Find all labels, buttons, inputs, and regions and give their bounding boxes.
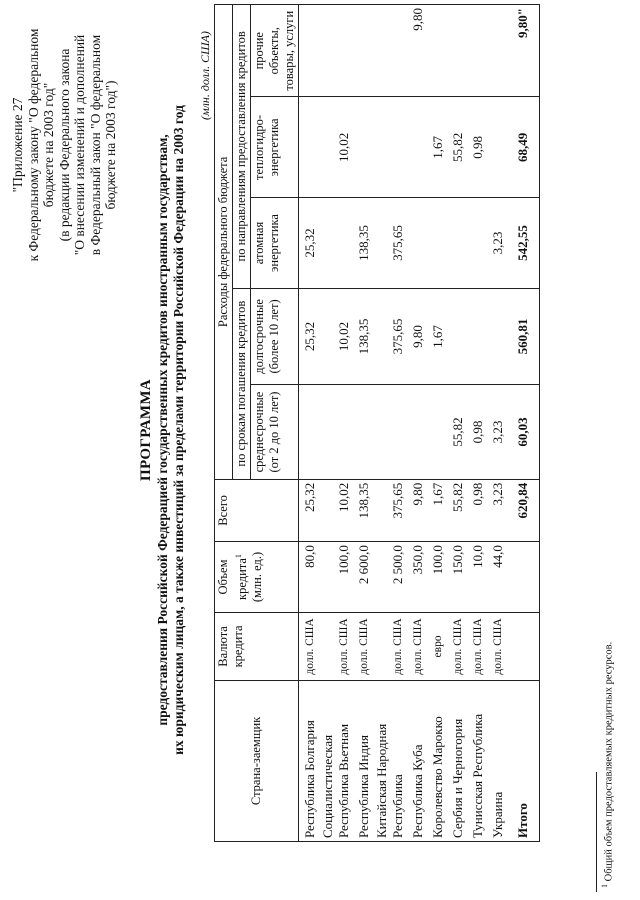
cell-long: 1,67	[427, 288, 447, 385]
cell-long: 25,32	[299, 288, 320, 385]
cell-thermal	[373, 97, 407, 198]
cell-total: 55,82	[447, 479, 467, 541]
cell-medium	[427, 385, 447, 480]
cell-other	[299, 5, 320, 97]
appendix-line: "Приложение 27	[10, 97, 25, 193]
cell-nuclear: 375,65	[373, 198, 407, 288]
cell-country: Республика Куба	[407, 680, 427, 841]
table-row	[407, 5, 427, 842]
cell-medium: 3,23	[487, 385, 507, 480]
header-total: Всего	[215, 479, 299, 541]
cell-nuclear: 3,23	[487, 198, 507, 288]
cell-country: Китайская Народная Республика	[373, 680, 407, 841]
table-row	[467, 5, 487, 842]
cell-medium	[407, 385, 427, 480]
total-cell-label: Итого	[507, 680, 540, 841]
cell-long: 375,65	[373, 288, 407, 385]
total-row	[507, 5, 540, 842]
total-cell-long: 560,81	[507, 288, 540, 385]
cell-volume: 350,0	[407, 542, 427, 613]
appendix-line: (в редакции Федерального закона	[56, 48, 72, 242]
title-line-1: предоставления Российской Федерацией государственных кредитов иностранным государствам,	[155, 134, 170, 726]
cell-country: Сербия и Черногория	[447, 680, 467, 841]
cell-other: 9,80	[407, 5, 427, 97]
table-row	[319, 5, 353, 842]
cell-volume: 44,0	[487, 542, 507, 613]
cell-medium: 0,98	[467, 385, 487, 480]
cell-medium: 55,82	[447, 385, 467, 480]
cell-nuclear: 138,35	[353, 198, 373, 288]
cell-thermal: 10,02	[319, 97, 353, 198]
header-nuclear: атомная энергетика	[251, 198, 299, 288]
cell-currency: долл. США	[299, 612, 320, 680]
title-main: ПРОГРАММА	[138, 379, 154, 481]
header-volume-units: (млн. ед.)	[250, 551, 265, 603]
header-by-terms: по срокам погашения кредитов	[233, 288, 251, 479]
cell-other	[319, 5, 353, 97]
cell-currency: долл. США	[467, 612, 487, 680]
cell-nuclear	[407, 198, 427, 288]
cell-nuclear	[427, 198, 447, 288]
table-row	[447, 5, 467, 842]
cell-other	[447, 5, 467, 97]
cell-volume: 100,0	[427, 542, 447, 613]
footnote-number: 1	[600, 884, 609, 888]
cell-total: 0,98	[467, 479, 487, 541]
cell-medium	[319, 385, 353, 480]
header-volume	[215, 542, 299, 613]
cell-thermal: 1,67	[427, 97, 447, 198]
cell-total: 9,80	[407, 479, 427, 541]
cell-currency: долл. США	[447, 612, 467, 680]
header-long-term: долгосрочные (более 10 лет)	[251, 288, 299, 385]
cell-thermal	[407, 97, 427, 198]
cell-country: Королевство Марокко	[427, 680, 447, 841]
cell-total: 375,65	[373, 479, 407, 541]
appendix-line: к Федеральному закону "О федеральном	[25, 28, 41, 262]
cell-thermal: 55,82	[447, 97, 467, 198]
cell-volume: 2 600,0	[353, 542, 373, 613]
cell-medium	[353, 385, 373, 480]
cell-nuclear	[319, 198, 353, 288]
total-cell-empty	[507, 542, 540, 613]
table-row	[487, 5, 507, 842]
footnote-divider	[596, 772, 597, 892]
header-budget-expenses: Расходы федерального бюджета	[215, 5, 233, 480]
cell-medium	[373, 385, 407, 480]
table-row	[299, 5, 320, 842]
units-label: (млн. долл. США)	[198, 31, 212, 120]
header-other: прочие объекты, товары, услуги	[251, 5, 299, 97]
total-cell-empty	[507, 612, 540, 680]
total-cell-total: 620,84	[507, 479, 540, 541]
cell-thermal	[353, 97, 373, 198]
cell-other	[373, 5, 407, 97]
cell-currency: евро	[427, 612, 447, 680]
total-cell-nuclear: 542,55	[507, 198, 540, 288]
cell-currency: долл. США	[353, 612, 373, 680]
cell-country: Социалистическая Республика Вьетнам	[319, 680, 353, 841]
cell-long: 138,35	[353, 288, 373, 385]
cell-nuclear	[447, 198, 467, 288]
cell-thermal: 0,98	[467, 97, 487, 198]
program-table	[214, 4, 540, 842]
cell-country: Республика Болгария	[299, 680, 320, 841]
header-currency: Валюта кредита	[215, 612, 299, 680]
program-title	[138, 50, 186, 810]
cell-volume: 10,0	[467, 542, 487, 613]
cell-other	[467, 5, 487, 97]
cell-currency: долл. США	[319, 612, 353, 680]
cell-volume: 100,0	[319, 542, 353, 613]
cell-volume: 150,0	[447, 542, 467, 613]
cell-thermal	[487, 97, 507, 198]
footnote-text: Общий объем предоставляемых кредитных ресурсов.	[603, 641, 615, 882]
cell-total: 25,32	[299, 479, 320, 541]
cell-thermal	[299, 97, 320, 198]
cell-nuclear	[467, 198, 487, 288]
table-row	[353, 5, 373, 842]
cell-currency: долл. США	[373, 612, 407, 680]
header-by-directions: по направлениям предоставления кредитов	[233, 5, 251, 289]
total-cell-medium: 60,03	[507, 385, 540, 480]
header-country: Страна-заемщик	[215, 680, 299, 841]
total-cell-other: 9,80"	[507, 5, 540, 97]
total-cell-thermal: 68,49	[507, 97, 540, 198]
cell-total: 1,67	[427, 479, 447, 541]
footnote-mark: 1	[234, 554, 243, 559]
appendix-line: в Федеральный закон "О федеральном	[87, 34, 103, 256]
table-row	[427, 5, 447, 842]
cell-long	[467, 288, 487, 385]
footnote	[600, 642, 615, 888]
cell-total: 3,23	[487, 479, 507, 541]
appendix-line: бюджете на 2003 год")	[103, 80, 118, 210]
cell-nuclear: 25,32	[299, 198, 320, 288]
cell-country: Тунисская Республика	[467, 680, 487, 841]
cell-currency: долл. США	[407, 612, 427, 680]
appendix-line: "О внесении изменений и дополнений	[72, 34, 87, 256]
cell-other	[487, 5, 507, 97]
cell-country: Республика Индия	[353, 680, 373, 841]
header-volume-label: Объем кредита	[216, 558, 250, 600]
table-row	[373, 5, 407, 842]
table-body	[299, 5, 540, 842]
cell-volume: 80,0	[299, 542, 320, 613]
appendix-header	[10, 10, 119, 280]
cell-medium	[299, 385, 320, 480]
cell-country: Украина	[487, 680, 507, 841]
cell-long: 9,80	[407, 288, 427, 385]
cell-currency: долл. США	[487, 612, 507, 680]
header-thermal-hydro: теплогидро-энергетика	[251, 97, 299, 198]
cell-long	[487, 288, 507, 385]
cell-total: 138,35	[353, 479, 373, 541]
cell-total: 10,02	[319, 479, 353, 541]
cell-other	[353, 5, 373, 97]
cell-other	[427, 5, 447, 97]
cell-long	[447, 288, 467, 385]
cell-volume: 2 500,0	[373, 542, 407, 613]
header-medium-term: среднесрочные (от 2 до 10 лет)	[251, 385, 299, 480]
cell-long: 10,02	[319, 288, 353, 385]
title-line-2: их юридическим лицам, а также инвестиций за пределами территории Российской Федерации на 2003 год	[170, 105, 186, 755]
appendix-line: бюджете на 2003 год"	[41, 82, 56, 208]
